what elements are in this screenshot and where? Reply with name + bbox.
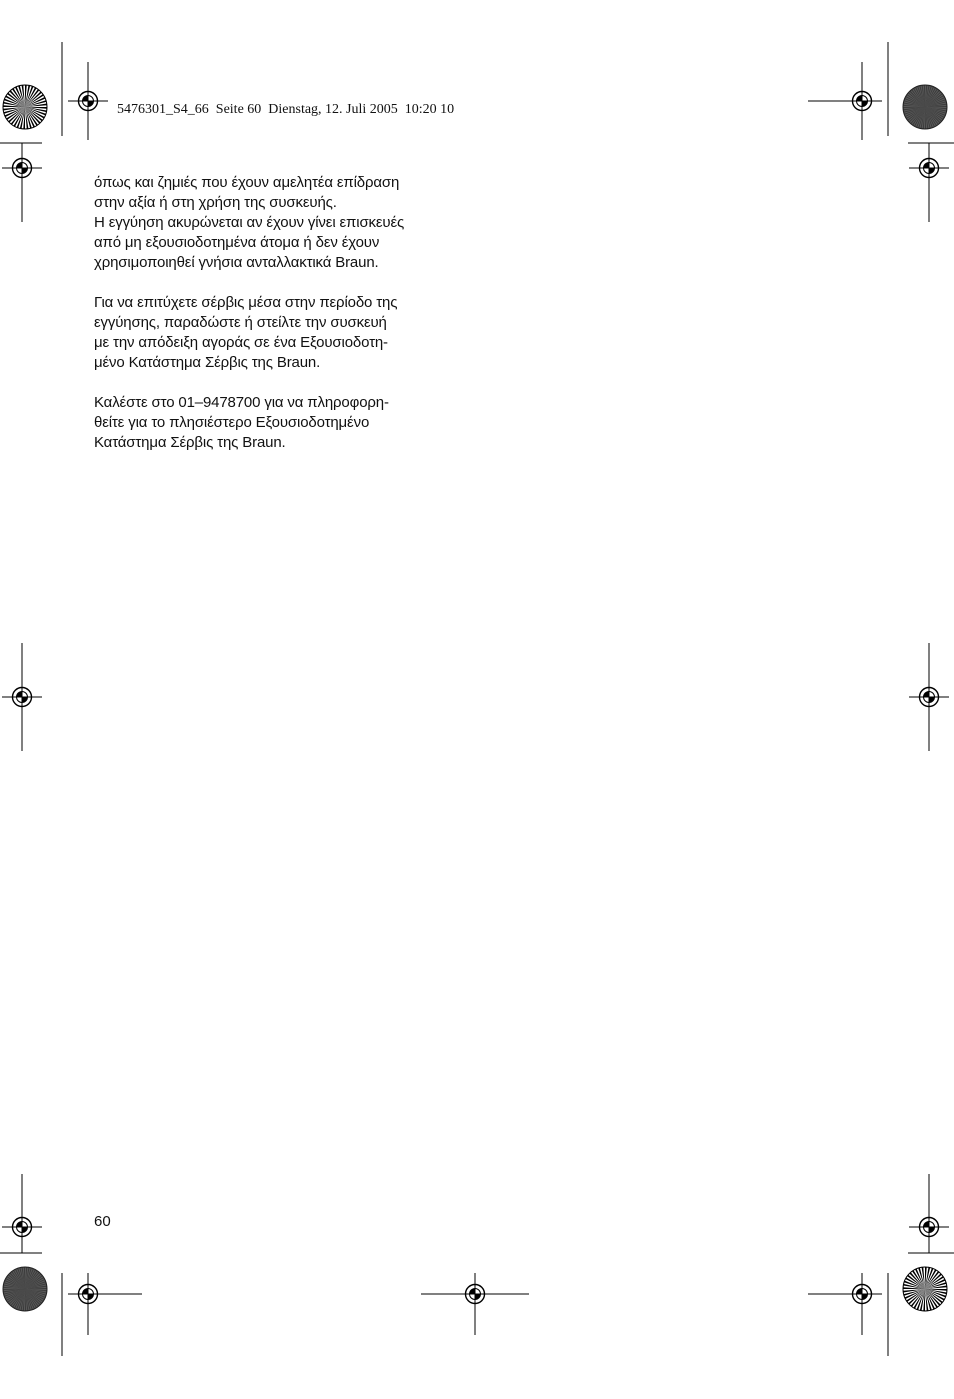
text-line: από μη εξουσιοδοτημένα άτομα ή δεν έχουν bbox=[94, 234, 380, 251]
page-number: 60 bbox=[94, 1213, 111, 1230]
registration-target-icon bbox=[920, 159, 939, 178]
text-line: χρησιμοποιηθεί γνήσια ανταλλακτικά Braun. bbox=[94, 254, 379, 271]
text-line: μένο Κατάστημα Σέρβις της Braun. bbox=[94, 354, 321, 371]
starburst-icon bbox=[3, 85, 47, 129]
registration-target-icon bbox=[13, 688, 32, 707]
registration-target-icon bbox=[13, 159, 32, 178]
print-slug-header: 5476301_S4_66 Seite 60 Dienstag, 12. Juli 2005 10:20 10 bbox=[117, 102, 455, 117]
text-line: θείτε για το πλησιέστερο Εξουσιοδοτημένο bbox=[94, 414, 370, 431]
paragraph-warranty-exclusions bbox=[94, 173, 484, 273]
text-line: εγγύησης, παραδώστε ή στείλτε την συσκευή bbox=[94, 314, 387, 331]
registration-target-icon bbox=[853, 92, 872, 111]
registration-target-icon bbox=[920, 688, 939, 707]
paragraph-service-instructions bbox=[94, 293, 484, 373]
paragraph-contact-phone bbox=[94, 393, 484, 453]
starburst-icon bbox=[903, 1267, 947, 1311]
starburst-dark-icon bbox=[3, 1267, 47, 1311]
starburst-dark-icon bbox=[903, 85, 947, 129]
registration-target-icon bbox=[79, 92, 98, 111]
registration-target-icon bbox=[13, 1218, 32, 1237]
text-line: Κατάστημα Σέρβις της Braun. bbox=[94, 434, 286, 451]
registration-target-icon bbox=[466, 1285, 485, 1304]
text-line: Η εγγύηση ακυρώνεται αν έχουν γίνει επισκευές bbox=[94, 214, 405, 231]
warranty-body-text bbox=[94, 173, 484, 473]
text-line: Για να επιτύχετε σέρβις μέσα στην περίοδο της bbox=[94, 294, 398, 311]
registration-target-icon bbox=[853, 1285, 872, 1304]
text-line: με την απόδειξη αγοράς σε ένα Εξουσιοδοτη- bbox=[94, 334, 388, 351]
text-line: στην αξία ή στη χρήση της συσκευής. bbox=[94, 194, 337, 211]
text-line: όπως και ζημιές που έχουν αμελητέα επίδραση bbox=[94, 174, 400, 191]
registration-target-icon bbox=[920, 1218, 939, 1237]
text-line: Καλέστε στο 01–9478700 για να πληροφορη- bbox=[94, 394, 389, 411]
registration-target-icon bbox=[79, 1285, 98, 1304]
